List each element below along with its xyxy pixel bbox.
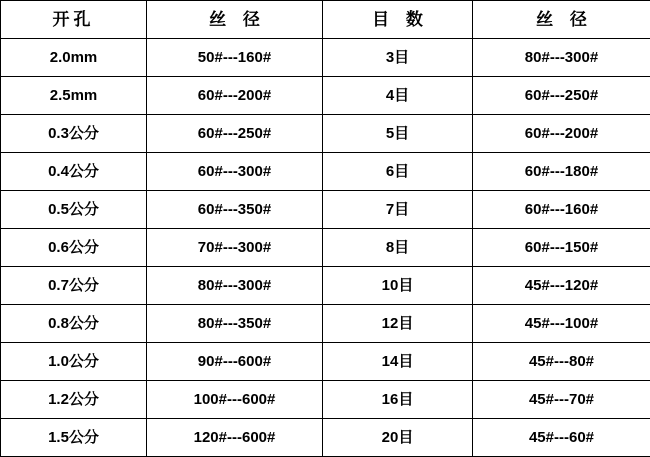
column-header-mesh-count: 目 数 <box>323 1 473 39</box>
cell-aperture: 1.5公分 <box>1 419 147 457</box>
cell-wire-diameter-right: 60#---150# <box>473 229 650 267</box>
table-header-row <box>1 1 650 39</box>
cell-mesh-count: 4目 <box>323 77 473 115</box>
cell-aperture: 0.4公分 <box>1 153 147 191</box>
table-header <box>1 1 650 39</box>
table-row <box>1 305 650 343</box>
cell-wire-diameter-right: 60#---160# <box>473 191 650 229</box>
cell-mesh-count: 14目 <box>323 343 473 381</box>
cell-wire-diameter-left: 70#---300# <box>147 229 323 267</box>
cell-wire-diameter-right: 45#---80# <box>473 343 650 381</box>
cell-aperture: 0.5公分 <box>1 191 147 229</box>
cell-aperture: 2.0mm <box>1 39 147 77</box>
cell-wire-diameter-left: 100#---600# <box>147 381 323 419</box>
cell-mesh-count: 7目 <box>323 191 473 229</box>
cell-wire-diameter-left: 60#---300# <box>147 153 323 191</box>
table-body <box>1 39 650 457</box>
cell-wire-diameter-right: 45#---120# <box>473 267 650 305</box>
cell-mesh-count: 8目 <box>323 229 473 267</box>
column-header-aperture: 开孔 <box>1 1 147 39</box>
cell-mesh-count: 10目 <box>323 267 473 305</box>
cell-wire-diameter-right: 45#---100# <box>473 305 650 343</box>
cell-wire-diameter-left: 50#---160# <box>147 39 323 77</box>
cell-mesh-count: 5目 <box>323 115 473 153</box>
table-row <box>1 343 650 381</box>
table-row <box>1 191 650 229</box>
cell-wire-diameter-left: 80#---300# <box>147 267 323 305</box>
cell-wire-diameter-right: 80#---300# <box>473 39 650 77</box>
table-row <box>1 267 650 305</box>
cell-wire-diameter-right: 45#---70# <box>473 381 650 419</box>
column-header-wire-diameter-left: 丝 径 <box>147 1 323 39</box>
cell-mesh-count: 16目 <box>323 381 473 419</box>
cell-aperture: 0.8公分 <box>1 305 147 343</box>
cell-aperture: 1.0公分 <box>1 343 147 381</box>
cell-wire-diameter-left: 120#---600# <box>147 419 323 457</box>
cell-aperture: 0.6公分 <box>1 229 147 267</box>
table-row <box>1 381 650 419</box>
cell-wire-diameter-left: 60#---200# <box>147 77 323 115</box>
cell-aperture: 0.3公分 <box>1 115 147 153</box>
cell-aperture: 2.5mm <box>1 77 147 115</box>
cell-wire-diameter-right: 60#---180# <box>473 153 650 191</box>
column-header-wire-diameter-right: 丝 径 <box>473 1 650 39</box>
cell-wire-diameter-right: 45#---60# <box>473 419 650 457</box>
cell-mesh-count: 3目 <box>323 39 473 77</box>
cell-wire-diameter-left: 60#---350# <box>147 191 323 229</box>
cell-mesh-count: 20目 <box>323 419 473 457</box>
table-row <box>1 229 650 267</box>
cell-wire-diameter-left: 80#---350# <box>147 305 323 343</box>
cell-mesh-count: 12目 <box>323 305 473 343</box>
table-row <box>1 39 650 77</box>
cell-wire-diameter-right: 60#---200# <box>473 115 650 153</box>
cell-wire-diameter-left: 90#---600# <box>147 343 323 381</box>
cell-wire-diameter-right: 60#---250# <box>473 77 650 115</box>
table-row <box>1 153 650 191</box>
cell-mesh-count: 6目 <box>323 153 473 191</box>
table-row <box>1 115 650 153</box>
table-row <box>1 419 650 457</box>
cell-aperture: 0.7公分 <box>1 267 147 305</box>
cell-wire-diameter-left: 60#---250# <box>147 115 323 153</box>
table-row <box>1 77 650 115</box>
cell-aperture: 1.2公分 <box>1 381 147 419</box>
